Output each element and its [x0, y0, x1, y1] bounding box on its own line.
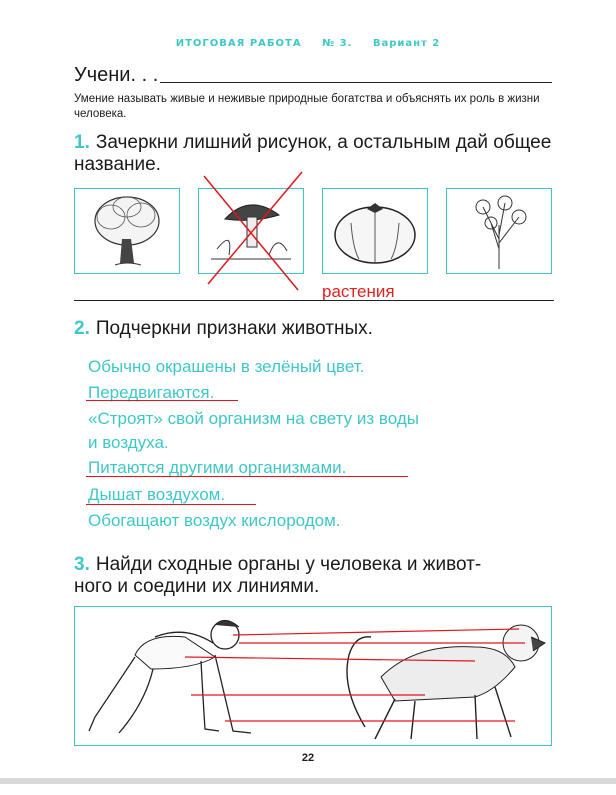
statement-item[interactable]: Обогащают воздух кислородом.	[88, 511, 341, 530]
underline-mark	[86, 476, 408, 477]
header-variant: Вариант 2	[372, 38, 441, 49]
picture-flower[interactable]	[446, 188, 552, 274]
statement-item[interactable]: Питаются другими организмами.	[88, 458, 347, 477]
statement-item[interactable]: «Строят» свой организм на свету из воды	[88, 409, 419, 428]
header-number: № 3.	[322, 38, 353, 49]
tree-icon	[75, 189, 179, 273]
task2-prompt	[74, 318, 556, 340]
task3-prompt	[74, 554, 556, 598]
statement-item[interactable]: Передвигаются.	[88, 383, 215, 402]
picture-tree[interactable]	[74, 188, 180, 274]
flower-icon	[447, 189, 551, 273]
scan-edge	[0, 778, 616, 784]
task1-prompt	[74, 132, 556, 176]
task1-text: Зачеркни лишний рисунок, а остальным дай общее название.	[74, 132, 552, 175]
page-number: 22	[301, 752, 315, 764]
cross-out-mark	[198, 168, 308, 292]
task3-text-line2: ного и соедини их линиями.	[74, 576, 320, 597]
task2-number: 2.	[74, 318, 90, 339]
underline-mark	[86, 400, 238, 401]
tomato-icon	[323, 189, 427, 273]
task2-text: Подчеркни признаки животных.	[95, 318, 373, 339]
picture-tomato[interactable]	[322, 188, 428, 274]
section-divider	[74, 300, 554, 301]
header-title: ИТОГОВАЯ РАБОТА	[175, 38, 302, 49]
underline-mark	[86, 504, 256, 505]
statement-item[interactable]: и воздуха.	[88, 433, 169, 452]
goal-text: Умение называть живые и неживые природные богатства и объяснять их роль в жизни человека.	[74, 93, 540, 120]
task3-picture-box	[74, 606, 552, 746]
task3-number: 3.	[74, 554, 90, 575]
pupil-label: Учени. . .	[74, 64, 159, 86]
statement-item[interactable]: Обычно окрашены в зелёный цвет.	[88, 357, 365, 376]
page-header	[0, 38, 616, 49]
statement-item[interactable]: Дышат воздухом.	[88, 485, 226, 504]
task3-text-line1: Найди сходные органы у человека и живот-	[95, 554, 482, 575]
connection-lines	[75, 607, 551, 745]
pupil-name-line	[160, 82, 552, 83]
task1-answer: растения	[322, 282, 395, 301]
task1-number: 1.	[74, 132, 90, 153]
